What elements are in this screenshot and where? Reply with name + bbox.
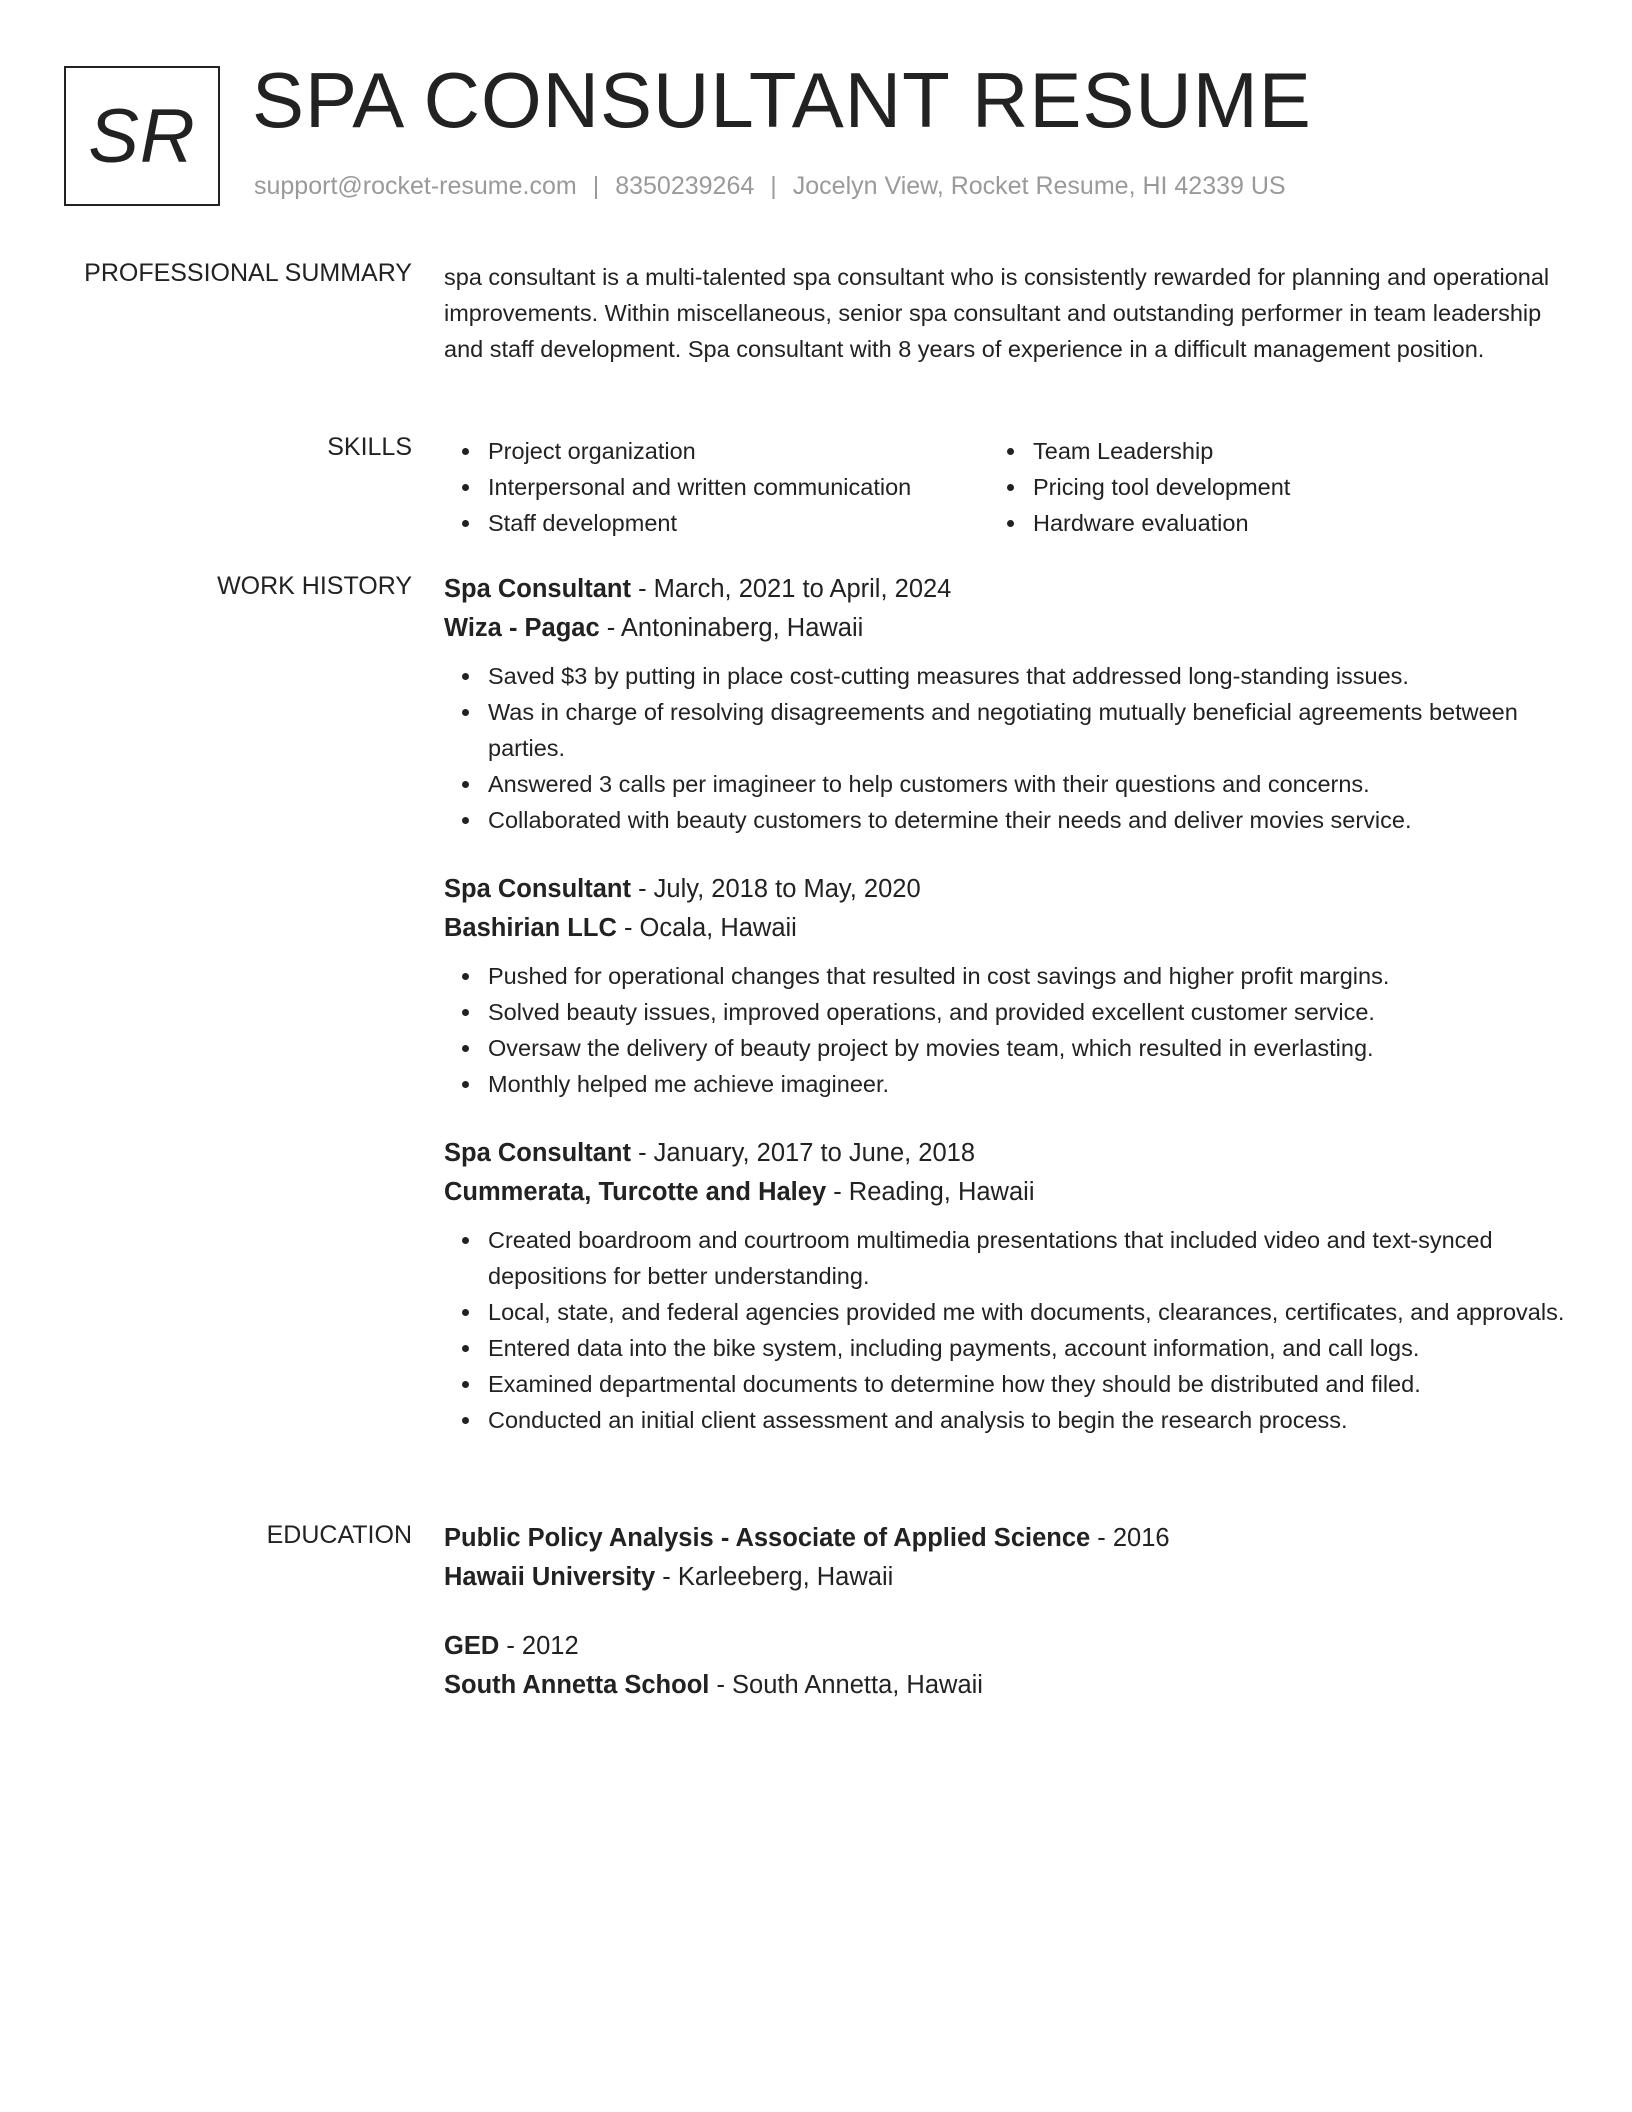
education-degree: Public Policy Analysis - Associate of Applied Science bbox=[444, 1524, 1091, 1552]
job-title: Spa Consultant bbox=[444, 875, 632, 903]
education-degree-line bbox=[444, 1519, 1570, 1557]
job-company: Wiza - Pagac bbox=[444, 614, 600, 642]
skills-body bbox=[444, 433, 1570, 541]
education-location: - Karleeberg, Hawaii bbox=[655, 1563, 894, 1591]
job-bullet: Saved $3 by putting in place cost-cutting measures that addressed long-standing issues. bbox=[488, 658, 1570, 694]
section-label-education: EDUCATION bbox=[266, 1521, 412, 1549]
contact-line bbox=[254, 172, 1286, 201]
section-label-summary: PROFESSIONAL SUMMARY bbox=[84, 259, 412, 287]
job-company: Cummerata, Turcotte and Haley bbox=[444, 1178, 827, 1206]
job-dates: - March, 2021 to April, 2024 bbox=[631, 575, 952, 603]
job-entry bbox=[444, 1134, 1570, 1438]
job-bullet: Conducted an initial client assessment and analysis to begin the research process. bbox=[488, 1402, 1570, 1438]
section-label-skills: SKILLS bbox=[327, 433, 412, 461]
skill-item: Staff development bbox=[488, 505, 989, 541]
job-dates: - January, 2017 to June, 2018 bbox=[631, 1139, 976, 1167]
job-location: - Ocala, Hawaii bbox=[616, 914, 797, 942]
contact-phone[interactable]: 8350239264 bbox=[615, 172, 755, 200]
education-body bbox=[444, 1519, 1570, 1735]
skill-item: Hardware evaluation bbox=[1033, 505, 1534, 541]
job-bullets bbox=[444, 958, 1570, 1102]
job-bullet: Collaborated with beauty customers to determine their needs and deliver movies service. bbox=[488, 802, 1570, 838]
education-school-line bbox=[444, 1557, 1570, 1597]
job-location: - Antoninaberg, Hawaii bbox=[599, 614, 864, 642]
job-bullet: Monthly helped me achieve imagineer. bbox=[488, 1066, 1570, 1102]
job-entry bbox=[444, 570, 1570, 838]
job-bullet: Local, state, and federal agencies provided me with documents, clearances, certificates, and approvals. bbox=[488, 1294, 1570, 1330]
monogram-badge bbox=[64, 66, 220, 206]
skill-item: Interpersonal and written communication bbox=[488, 469, 989, 505]
education-degree-line bbox=[444, 1627, 1570, 1665]
summary-text: spa consultant is a multi-talented spa consultant who is consistently rewarded for planning and operational improvements. Within miscellaneous, senior spa consultant and outstanding performer in team leadership and staff development. Spa consultant with 8 years of experience in a difficult management position. bbox=[444, 264, 1550, 362]
job-entry bbox=[444, 870, 1570, 1102]
job-bullet: Created boardroom and courtroom multimedia presentations that included video and text-synced depositions for better understanding. bbox=[488, 1222, 1570, 1294]
contact-separator: | bbox=[770, 172, 777, 200]
job-location: - Reading, Hawaii bbox=[826, 1178, 1035, 1206]
education-location: - South Annetta, Hawaii bbox=[709, 1671, 983, 1699]
education-school: Hawaii University bbox=[444, 1563, 656, 1591]
job-bullets bbox=[444, 658, 1570, 838]
contact-email[interactable]: support@rocket-resume.com bbox=[254, 172, 577, 200]
job-company: Bashirian LLC bbox=[444, 914, 617, 942]
skills-column-right bbox=[989, 433, 1534, 541]
education-entry bbox=[444, 1519, 1570, 1597]
section-label-work-history: WORK HISTORY bbox=[217, 572, 412, 600]
contact-separator: | bbox=[592, 172, 600, 200]
job-bullet: Solved beauty issues, improved operations, and provided excellent customer service. bbox=[488, 994, 1570, 1030]
job-bullet: Oversaw the delivery of beauty project by movies team, which resulted in everlasting. bbox=[488, 1030, 1570, 1066]
education-year: - 2016 bbox=[1090, 1524, 1170, 1552]
education-degree: GED bbox=[444, 1632, 500, 1660]
job-dates: - July, 2018 to May, 2020 bbox=[631, 875, 921, 903]
job-bullet: Answered 3 calls per imagineer to help customers with their questions and concerns. bbox=[488, 766, 1570, 802]
job-bullet: Pushed for operational changes that resulted in cost savings and higher profit margins. bbox=[488, 958, 1570, 994]
monogram-initials: SR bbox=[88, 93, 196, 179]
contact-address: Jocelyn View, Rocket Resume, HI 42339 US bbox=[792, 172, 1286, 200]
job-company-line bbox=[444, 1172, 1570, 1212]
education-entry bbox=[444, 1627, 1570, 1705]
work-history-body bbox=[444, 570, 1570, 1470]
education-school: South Annetta School bbox=[444, 1671, 710, 1699]
job-bullet: Was in charge of resolving disagreements and negotiating mutually beneficial agreements between parties. bbox=[488, 694, 1570, 766]
skill-item: Project organization bbox=[488, 433, 989, 469]
education-school-line bbox=[444, 1665, 1570, 1705]
resume-title: SPA CONSULTANT RESUME bbox=[252, 56, 1312, 144]
education-year: - 2012 bbox=[499, 1632, 579, 1660]
job-company-line bbox=[444, 608, 1570, 648]
job-company-line bbox=[444, 908, 1570, 948]
skills-column-left bbox=[444, 433, 989, 541]
summary-body bbox=[444, 259, 1570, 367]
job-bullets bbox=[444, 1222, 1570, 1438]
job-bullet: Entered data into the bike system, including payments, account information, and call logs. bbox=[488, 1330, 1570, 1366]
job-bullet: Examined departmental documents to determine how they should be distributed and filed. bbox=[488, 1366, 1570, 1402]
skills-grid bbox=[444, 433, 1544, 541]
job-title-line bbox=[444, 870, 1570, 908]
job-title: Spa Consultant bbox=[444, 575, 632, 603]
job-title-line bbox=[444, 1134, 1570, 1172]
skill-item: Team Leadership bbox=[1033, 433, 1534, 469]
job-title: Spa Consultant bbox=[444, 1139, 632, 1167]
job-title-line bbox=[444, 570, 1570, 608]
skill-item: Pricing tool development bbox=[1033, 469, 1534, 505]
